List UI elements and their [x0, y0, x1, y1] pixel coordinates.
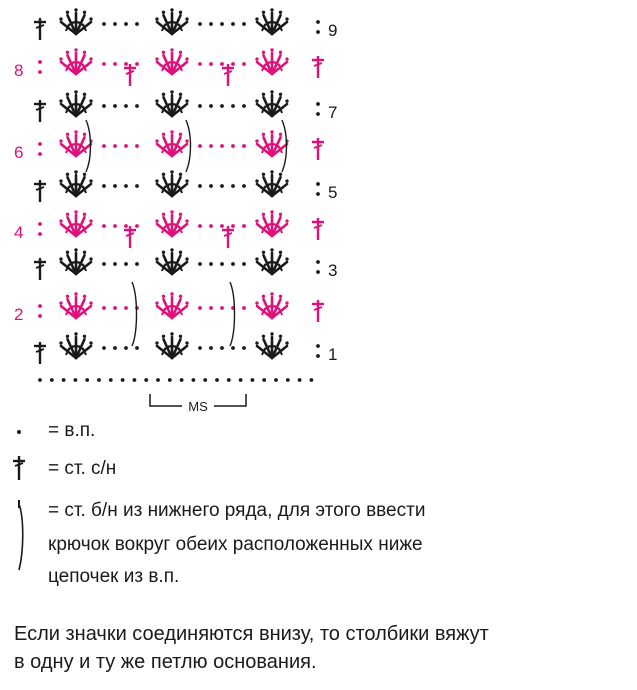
foundation-chain-dot: [156, 378, 160, 382]
row-number-2: 2: [14, 305, 24, 324]
row-number-1: 1: [328, 345, 338, 364]
chain-dot: [102, 346, 106, 350]
legend-post-stitch-line-2: крючок вокруг обеих расположенных ниже: [48, 534, 423, 555]
foundation-chain-dot: [274, 378, 278, 382]
chain-dot: [135, 22, 139, 26]
post-stitch-symbol: [186, 120, 191, 172]
chain-dot: [198, 306, 202, 310]
chain-dot: [124, 22, 128, 26]
chain-dot: [316, 30, 320, 34]
double-crochet-symbol: [222, 64, 234, 86]
shell-cluster: [59, 48, 92, 74]
chain-dot: [102, 306, 106, 310]
chain-dot: [242, 262, 246, 266]
chain-dot: [135, 224, 139, 228]
chain-dot: [242, 144, 246, 148]
chain-dot: [231, 22, 235, 26]
chain-dot: [38, 232, 42, 236]
repeat-label: MS: [188, 399, 208, 414]
shell-cluster: [255, 292, 288, 318]
chain-dot: [135, 144, 139, 148]
row-number-5: 5: [328, 183, 338, 202]
foundation-chain-dot: [180, 378, 184, 382]
legend-chain: [0, 416, 600, 446]
note-line-2: в одну и ту же петлю основания.: [14, 651, 317, 673]
chain-dot: [242, 224, 246, 228]
chain-dot: [198, 104, 202, 108]
chain-dot: [231, 62, 235, 66]
chain-dot: [102, 104, 106, 108]
shell-cluster: [155, 248, 188, 274]
chain-dot: [38, 60, 42, 64]
chain-dot: [113, 306, 117, 310]
chain-dot: [209, 224, 213, 228]
chain-dot: [198, 144, 202, 148]
chain-dot: [316, 192, 320, 196]
foundation-chain-dot: [109, 378, 113, 382]
shell-cluster: [59, 90, 92, 116]
legend-post-stitch-line-3: цепочек из в.п.: [48, 566, 180, 587]
chain-dot: [316, 182, 320, 186]
chain-dot: [38, 304, 42, 308]
shell-cluster: [255, 90, 288, 116]
chain-dot: [220, 144, 224, 148]
foundation-chain-dot: [192, 378, 196, 382]
shell-cluster: [155, 332, 188, 358]
post-stitch-symbol: [132, 282, 137, 346]
chain-dot: [220, 104, 224, 108]
chain-dot: [135, 346, 139, 350]
chain-dot: [209, 184, 213, 188]
foundation-chain-dot: [239, 378, 243, 382]
chain-dot: [316, 344, 320, 348]
chain-dot: [102, 184, 106, 188]
shell-cluster: [255, 170, 288, 196]
foundation-chain-dot: [121, 378, 125, 382]
shell-cluster: [59, 130, 92, 156]
chain-dot: [124, 306, 128, 310]
shell-cluster: [255, 332, 288, 358]
double-crochet-symbol: [34, 18, 46, 40]
chain-dot: [113, 346, 117, 350]
chain-dot: [220, 262, 224, 266]
chain-dot: [209, 22, 213, 26]
note-line-1: Если значки соединяются внизу, то столбики вяжут: [14, 623, 489, 645]
chain-dot: [198, 224, 202, 228]
chain-dot: [209, 346, 213, 350]
chain-dot: [102, 144, 106, 148]
chain-dot: [220, 62, 224, 66]
shell-cluster: [155, 210, 188, 236]
foundation-chain-dot: [298, 378, 302, 382]
legend-chain-text: = в.п.: [48, 420, 96, 441]
shell-cluster: [155, 292, 188, 318]
chain-dot: [242, 104, 246, 108]
chain-dot: [135, 262, 139, 266]
foundation-chain-dot: [74, 378, 78, 382]
chain-dot: [124, 144, 128, 148]
shell-cluster: [59, 210, 92, 236]
foundation-chain-dot: [262, 378, 266, 382]
row-number-9: 9: [328, 21, 338, 40]
chain-dot: [316, 112, 320, 116]
chain-dot: [124, 62, 128, 66]
legend-double-crochet-text: = ст. с/н: [48, 458, 117, 479]
foundation-chain-dot: [133, 378, 137, 382]
chain-dot: [316, 270, 320, 274]
chain-dot: [316, 20, 320, 24]
chain-dot: [113, 262, 117, 266]
chain-dot: [198, 62, 202, 66]
double-crochet-symbol: [312, 300, 324, 322]
chain-dot: [209, 144, 213, 148]
shell-cluster: [59, 292, 92, 318]
double-crochet-symbol: [34, 258, 46, 280]
chain-dot: [220, 184, 224, 188]
foundation-chain-dot: [251, 378, 255, 382]
double-crochet-symbol: [34, 342, 46, 364]
shell-cluster: [255, 48, 288, 74]
chain-dot: [102, 262, 106, 266]
chain-dot: [113, 144, 117, 148]
chain-dot: [135, 104, 139, 108]
chain-dot: [113, 22, 117, 26]
chain-dot: [102, 62, 106, 66]
shell-cluster: [155, 48, 188, 74]
shell-cluster: [155, 170, 188, 196]
foundation-chain-dot: [203, 378, 207, 382]
double-crochet-symbol: [222, 226, 234, 248]
double-crochet-symbol: [312, 218, 324, 240]
chain-dot: [38, 314, 42, 318]
chain-dot: [38, 152, 42, 156]
foundation-chain-dot: [38, 378, 42, 382]
chain-dot: [198, 22, 202, 26]
chain-dot: [198, 262, 202, 266]
chain-dot: [102, 22, 106, 26]
chain-dot: [220, 224, 224, 228]
foundation-chain-dot: [85, 378, 89, 382]
foundation-chain-dot: [50, 378, 54, 382]
chain-dot: [124, 104, 128, 108]
double-crochet-symbol: [312, 138, 324, 160]
chain-dot: [231, 184, 235, 188]
foundation-chain-dot: [144, 378, 148, 382]
foundation-chain-dot: [215, 378, 219, 382]
post-stitch-icon: [0, 496, 40, 576]
chain-dot: [316, 354, 320, 358]
row-number-6: 6: [14, 143, 24, 162]
chain-dot: [113, 62, 117, 66]
chain-dot: [231, 144, 235, 148]
chain-dot: [113, 184, 117, 188]
shell-cluster: [255, 130, 288, 156]
double-crochet-symbol: [34, 100, 46, 122]
chain-dot: [38, 222, 42, 226]
chain-dot: [242, 184, 246, 188]
shell-cluster: [59, 332, 92, 358]
double-crochet-symbol: [124, 64, 136, 86]
foundation-chain-dot: [62, 378, 66, 382]
chain-dot: [198, 184, 202, 188]
chain-dot: [209, 104, 213, 108]
double-crochet-symbol: [312, 56, 324, 78]
chain-dot: [316, 260, 320, 264]
shell-cluster: [155, 90, 188, 116]
shell-cluster: [59, 170, 92, 196]
chain-dot: [231, 224, 235, 228]
foundation-chain-dot: [286, 378, 290, 382]
legend-post-stitch: [0, 496, 600, 596]
foundation-chain-dot: [97, 378, 101, 382]
chain-dot: [231, 104, 235, 108]
chain-dot: [242, 62, 246, 66]
chain-dot: [242, 346, 246, 350]
post-stitch-symbol: [230, 282, 235, 346]
chain-dot: [220, 346, 224, 350]
legend-double-crochet: [0, 452, 600, 484]
chain-dot: [242, 306, 246, 310]
foundation-chain-dot: [227, 378, 231, 382]
shell-cluster: [255, 8, 288, 34]
double-crochet-symbol: [34, 180, 46, 202]
chain-dot: [220, 22, 224, 26]
foundation-chain-dot: [310, 378, 314, 382]
chain-dot: [135, 62, 139, 66]
chain-dot: [209, 62, 213, 66]
dot-icon: [0, 416, 40, 446]
chain-dot: [38, 70, 42, 74]
shell-cluster: [255, 210, 288, 236]
chain-dot: [209, 306, 213, 310]
row-number-3: 3: [328, 261, 338, 280]
row-number-8: 8: [14, 61, 24, 80]
double-crochet-icon: [0, 452, 40, 484]
chain-dot: [316, 102, 320, 106]
shell-cluster: [255, 248, 288, 274]
double-crochet-symbol: [124, 226, 136, 248]
row-number-4: 4: [14, 223, 24, 242]
shell-cluster: [59, 248, 92, 274]
shell-cluster: [59, 8, 92, 34]
foundation-chain-dot: [168, 378, 172, 382]
shell-cluster: [155, 130, 188, 156]
row-number-7: 7: [328, 103, 338, 122]
chain-dot: [231, 262, 235, 266]
chain-dot: [124, 184, 128, 188]
chain-dot: [242, 22, 246, 26]
note: [14, 620, 489, 676]
chain-dot: [113, 104, 117, 108]
chain-dot: [220, 306, 224, 310]
chain-dot: [102, 224, 106, 228]
chain-dot: [124, 262, 128, 266]
chain-dot: [231, 346, 235, 350]
chain-dot: [198, 346, 202, 350]
chain-dot: [209, 262, 213, 266]
chain-dot: [135, 184, 139, 188]
legend-post-stitch-line-1: = ст. б/н из нижнего ряда, для этого ввести: [48, 500, 426, 521]
shell-cluster: [155, 8, 188, 34]
chain-dot: [124, 346, 128, 350]
chain-dot: [113, 224, 117, 228]
chain-dot: [38, 142, 42, 146]
chain-dot: [124, 224, 128, 228]
